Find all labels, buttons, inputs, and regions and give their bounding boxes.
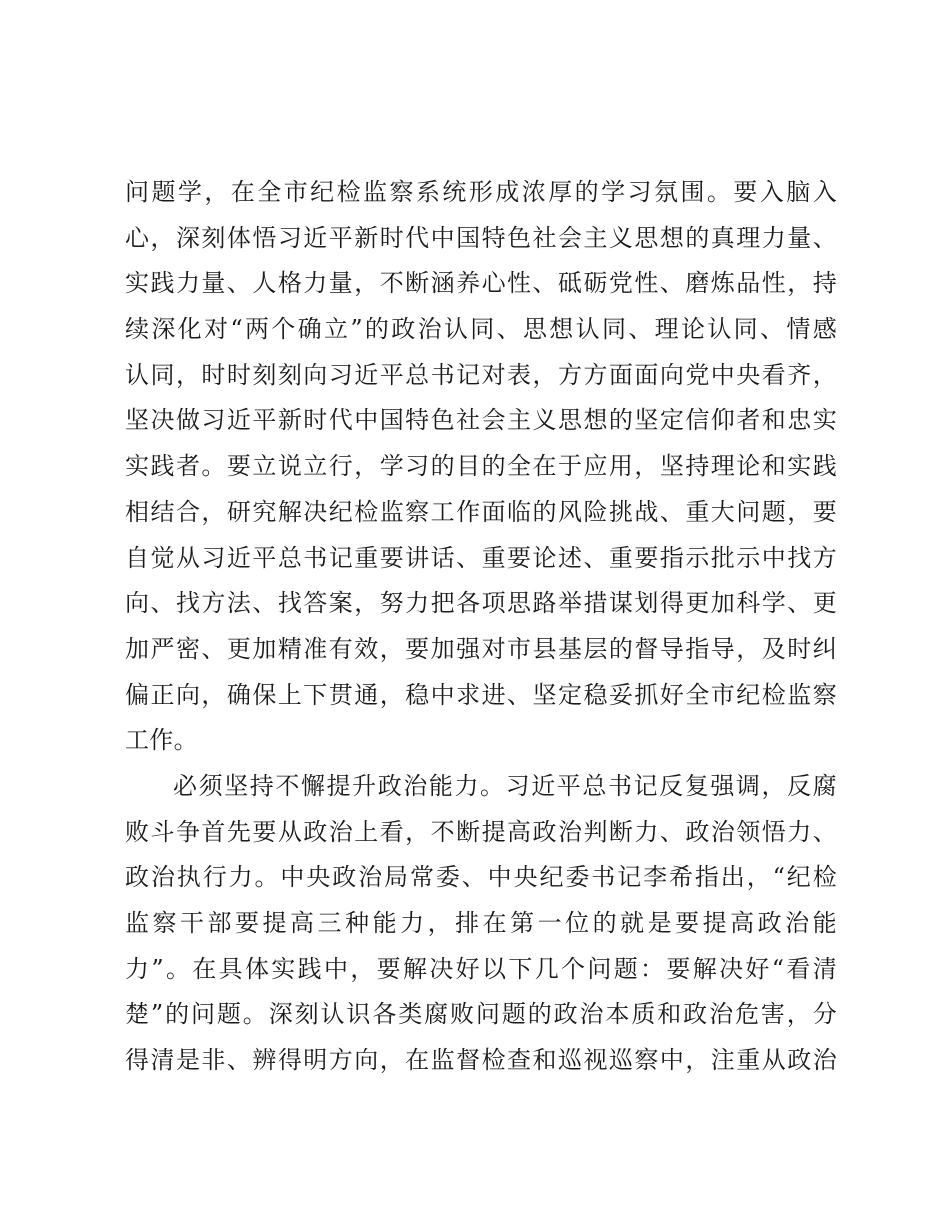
text-line: 政治执行力。中央政治局常委、中央纪委书记李希指出，“纪检 xyxy=(125,863,837,892)
text-line: 实践者。要立说立行，学习的目的全在于应用，坚持理论和实践 xyxy=(125,452,837,481)
text-line: 监察干部要提高三种能力，排在第一位的就是要提高政治能 xyxy=(125,909,837,937)
text-line: 心，深刻体悟习近平新时代中国特色社会主义思想的真理力量、 xyxy=(125,223,837,252)
text-line: 认同，时时刻刻向习近平总书记对表，方方面面向党中央看齐， xyxy=(125,360,837,389)
text-line: 败斗争首先要从政治上看，不断提高政治判断力、政治领悟力、 xyxy=(125,817,837,846)
text-line: 问题学，在全市纪检监察系统形成浓厚的学习氛围。要入脑入 xyxy=(125,178,837,206)
text-line: 自觉从习近平总书记重要讲话、重要论述、重要指示批示中找方 xyxy=(125,543,837,572)
text-line: 得清是非、辨得明方向，在监督检查和巡视巡察中，注重从政治 xyxy=(125,1046,837,1075)
paragraph-1 xyxy=(125,170,837,764)
text-line: 必须坚持不懈提升政治能力。习近平总书记反复强调，反腐 xyxy=(173,771,837,800)
text-line: 力”。在具体实践中，要解决好以下几个问题：要解决好“看清 xyxy=(125,954,837,983)
text-line: 坚决做习近平新时代中国特色社会主义思想的坚定信仰者和忠实 xyxy=(125,406,837,435)
paragraph-2 xyxy=(125,764,837,1084)
body-text xyxy=(125,170,837,1084)
text-line: 加严密、更加精准有效，要加强对市县基层的督导指导，及时纠 xyxy=(125,634,837,663)
text-line: 偏正向，确保上下贯通，稳中求进、坚定稳妥抓好全市纪检监察 xyxy=(125,680,837,709)
text-line: 工作。 xyxy=(125,726,198,755)
text-line: 相结合，研究解决纪检监察工作面临的风险挑战、重大问题，要 xyxy=(125,497,837,526)
text-line: 实践力量、人格力量，不断涵养心性、砥砺党性、磨炼品性，持 xyxy=(125,269,837,298)
text-line: 续深化对“两个确立”的政治认同、思想认同、理论认同、情感 xyxy=(125,315,837,344)
text-line: 楚”的问题。深刻认识各类腐败问题的政治本质和政治危害，分 xyxy=(125,1000,837,1029)
text-line: 向、找方法、找答案，努力把各项思路举措谋划得更加科学、更 xyxy=(125,589,837,618)
